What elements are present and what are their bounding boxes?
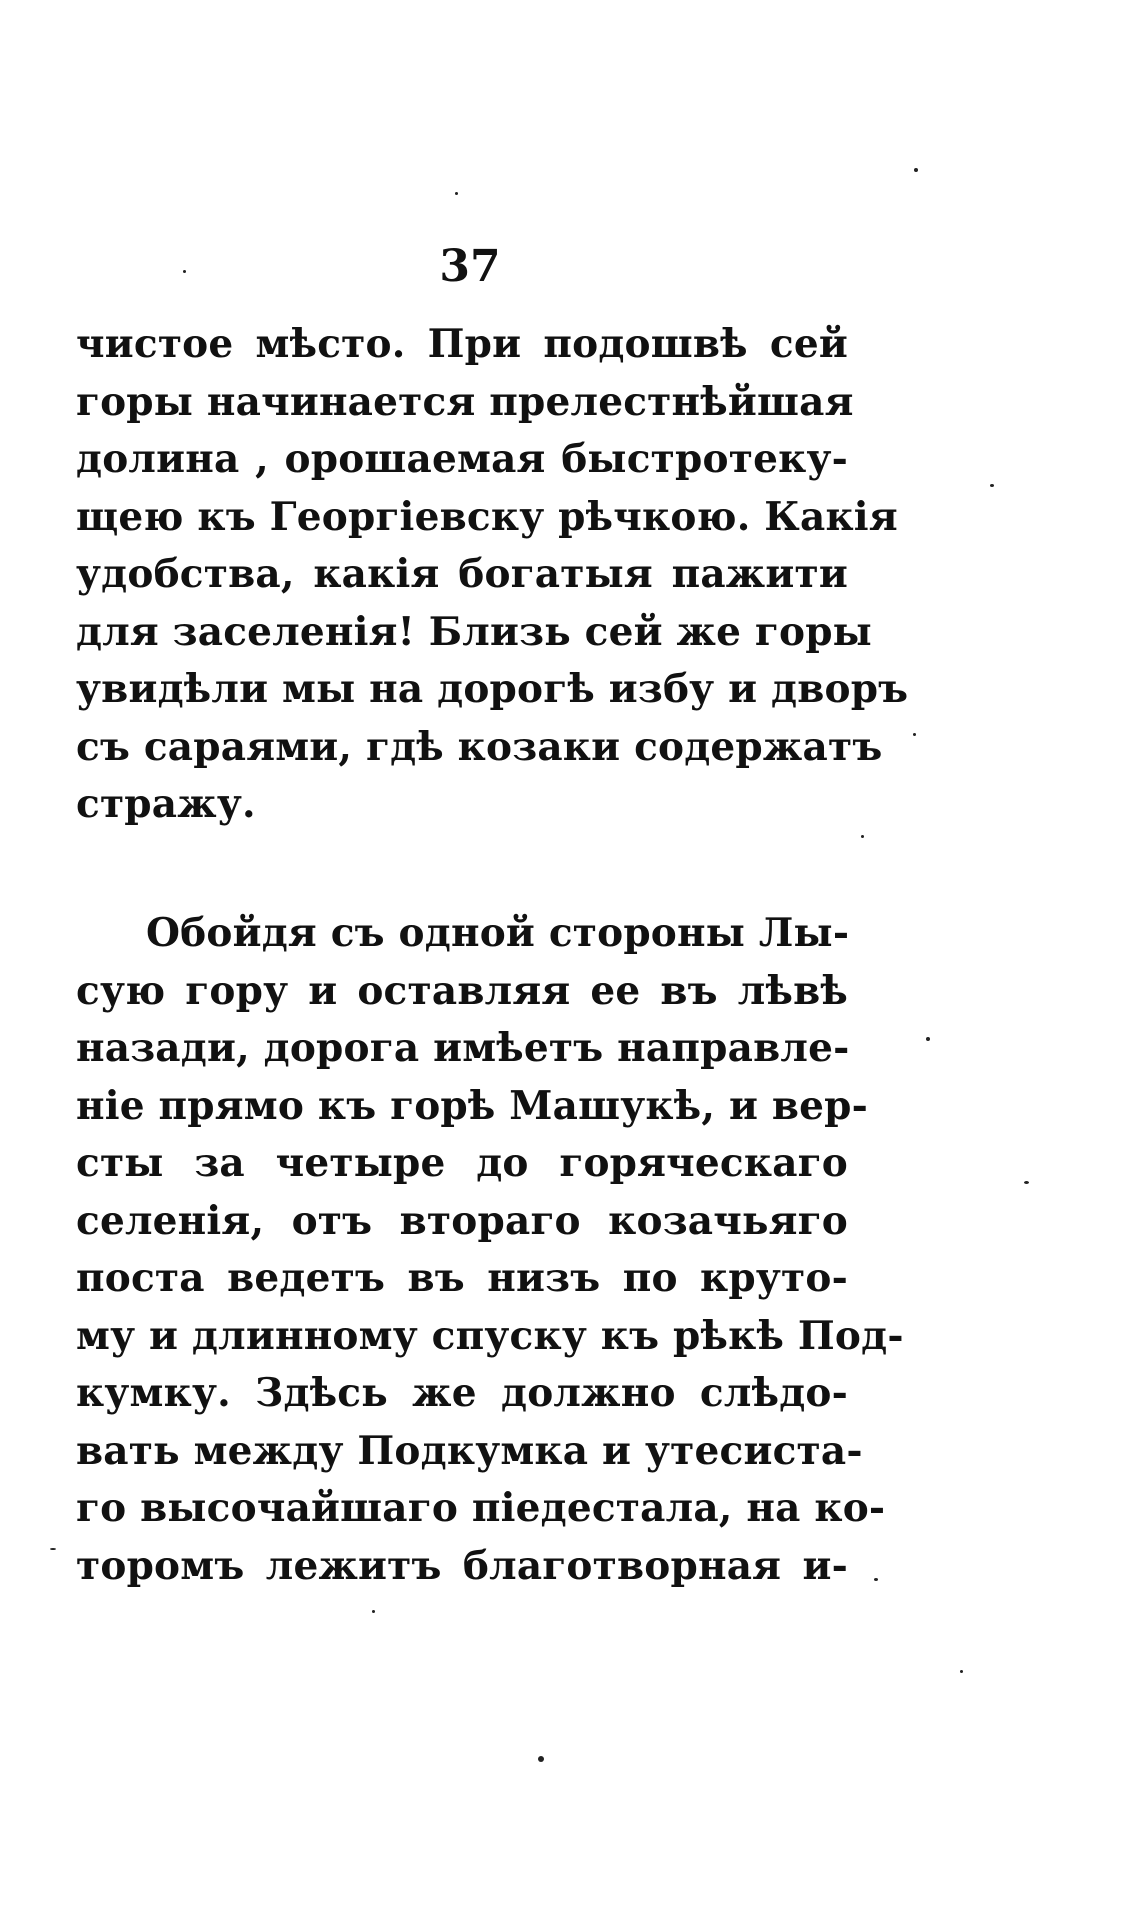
- text-line: съ сараями, гдѣ козаки содержатъ: [76, 723, 883, 770]
- text-line: вать между Подкумка и утесиста-: [76, 1427, 863, 1474]
- scan-speck: [990, 484, 994, 487]
- text-line: Обойдя съ одной стороны Лы-: [146, 910, 850, 956]
- page-number: 37: [439, 241, 501, 292]
- text-line: горы начинается прелестнѣйшая: [76, 378, 854, 425]
- text-line: му и длинному спуску къ рѣкѣ Под-: [76, 1312, 904, 1359]
- scan-speck: [372, 1610, 375, 1613]
- text-line: чистое мѣсто. При подошвѣ сей: [76, 321, 848, 367]
- text-line: ніе прямо къ горѣ Машукѣ, и вер-: [76, 1082, 869, 1129]
- text-line: торомъ лежитъ благотворная и-: [76, 1542, 848, 1589]
- text-line: назади, дорога имѣетъ направле-: [76, 1025, 850, 1071]
- text-line: сты за четыре до горяческаго: [76, 1140, 848, 1186]
- scan-speck: [874, 1578, 878, 1581]
- scan-speck: [50, 1548, 56, 1550]
- text-line: поста ведетъ въ низъ по круто-: [76, 1255, 848, 1301]
- scan-speck: [861, 835, 864, 838]
- text-line: кумку. Здѣсь же должно слѣдо-: [76, 1370, 848, 1416]
- text-line: сую гору и оставляя ее въ лѣвѣ: [76, 967, 848, 1014]
- scan-speck: [913, 733, 916, 736]
- text-line: увидѣли мы на дорогѣ избу и дворъ: [76, 666, 909, 712]
- scan-speck: [914, 168, 918, 172]
- scan-speck: [1024, 1181, 1029, 1184]
- scan-speck: [960, 1670, 963, 1673]
- text-line: го высочайшаго піедестала, на ко-: [76, 1485, 886, 1531]
- text-line: щею къ Георгіевску рѣчкою. Какія: [76, 493, 898, 540]
- scan-speck: [926, 1037, 930, 1041]
- scan-speck: [455, 192, 458, 195]
- paragraph-2: [76, 905, 904, 1595]
- text-line: удобства, какія богатыя пажити: [76, 551, 848, 597]
- paragraph-1: [76, 316, 909, 834]
- scan-speck: [538, 1756, 544, 1762]
- text-line: для заселенія! Близь сей же горы: [76, 608, 872, 655]
- text-line: стражу.: [76, 781, 256, 827]
- text-line: селенія, отъ втораго козачьяго: [76, 1197, 848, 1244]
- text-line: долина , орошаемая быстротеку-: [76, 436, 848, 482]
- scan-speck: [183, 270, 186, 273]
